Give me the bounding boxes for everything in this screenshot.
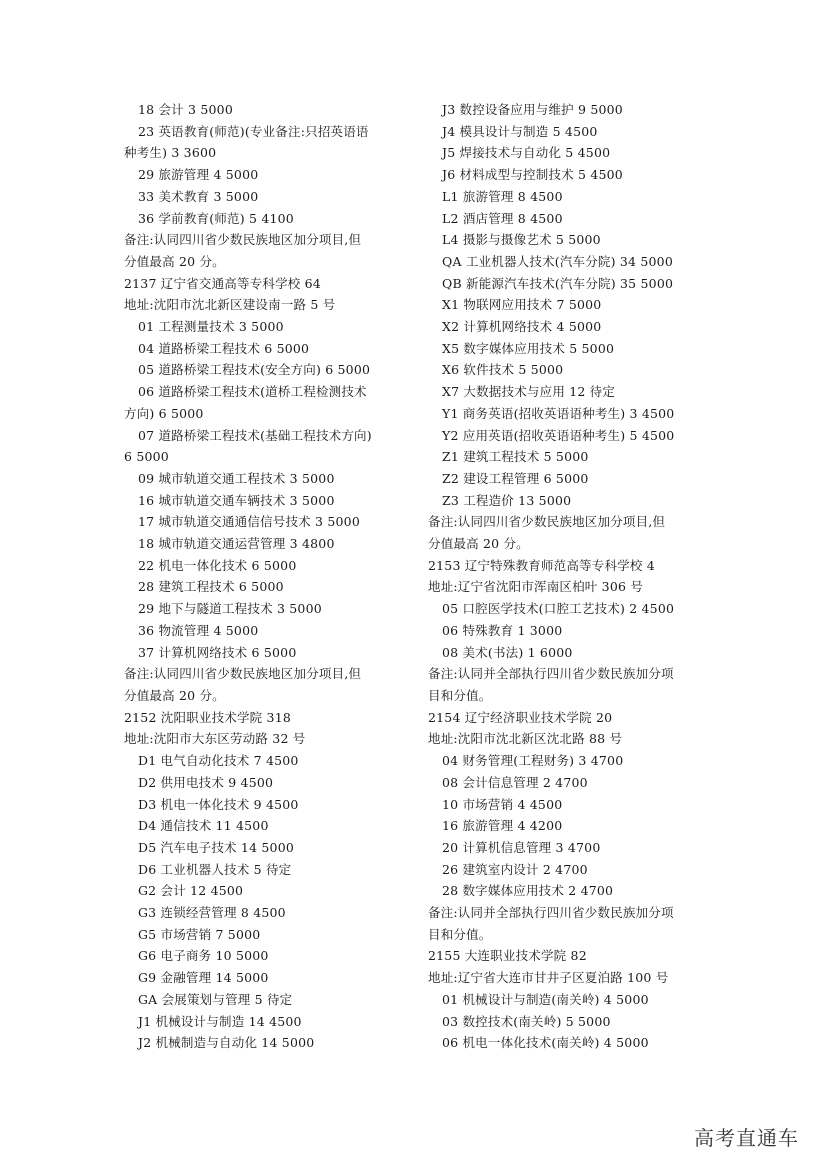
text-line: J6 材料成型与控制技术 5 4500 (442, 167, 623, 183)
text-line: 地址:沈阳市沈北新区沈北路 88 号 (428, 731, 623, 747)
text-line: 23 英语教育(师范)(专业备注:只招英语语 (138, 123, 369, 139)
text-line: 08 美术(书法) 1 6000 (442, 644, 573, 660)
text-line: 08 会计信息管理 2 4700 (442, 774, 588, 790)
text-line: D4 通信技术 11 4500 (138, 818, 269, 834)
watermark: 高考直通车 (694, 1126, 799, 1150)
text-line: 28 建筑工程技术 6 5000 (138, 579, 284, 595)
text-line: 07 道路桥梁工程技术(基础工程技术方向) (138, 427, 372, 443)
text-line: 36 物流管理 4 5000 (138, 622, 259, 638)
text-line: 目和分值。 (428, 926, 492, 942)
text-line: 备注:认同并全部执行四川省少数民族加分项 (428, 905, 674, 921)
text-line: 20 计算机信息管理 3 4700 (442, 839, 601, 855)
right-column (428, 99, 728, 1054)
text-line: L2 酒店管理 8 4500 (442, 210, 563, 226)
text-line: G2 会计 12 4500 (138, 883, 244, 899)
text-line: 22 机电一体化技术 6 5000 (138, 557, 297, 573)
text-line: 地址:沈阳市沈北新区建设南一路 5 号 (124, 297, 336, 313)
text-line: J3 数控设备应用与维护 9 5000 (442, 102, 623, 117)
text-line: 33 美术教育 3 5000 (138, 188, 259, 204)
text-line: 06 特殊教育 1 3000 (442, 622, 563, 638)
text-line: 04 财务管理(工程财务) 3 4700 (442, 753, 624, 769)
text-line: D2 供用电技术 9 4500 (138, 774, 274, 790)
text-line: 18 会计 3 5000 (138, 102, 233, 117)
text-line: J1 机械设计与制造 14 4500 (138, 1013, 302, 1029)
text-line: 备注:认同并全部执行四川省少数民族加分项 (428, 666, 674, 682)
text-line: 05 口腔医学技术(口腔工艺技术) 2 4500 (442, 601, 675, 617)
text-line: D5 汽车电子技术 14 5000 (138, 839, 295, 855)
text-line: G3 连锁经营管理 8 4500 (138, 905, 286, 921)
text-line: 备注:认同四川省少数民族地区加分项目,但 (124, 666, 362, 682)
text-line: 29 地下与隧道工程技术 3 5000 (138, 601, 322, 617)
text-line: 地址:沈阳市大东区劳动路 32 号 (124, 731, 306, 747)
text-line: X1 物联网应用技术 7 5000 (442, 297, 602, 313)
text-line: GA 会展策划与管理 5 待定 (138, 991, 293, 1007)
text-line: Y2 应用英语(招收英语语种考生) 5 4500 (442, 427, 675, 443)
text-line: 分值最高 20 分。 (124, 253, 225, 269)
text-line: 01 机械设计与制造(南关岭) 4 5000 (442, 991, 649, 1007)
text-line: 分值最高 20 分。 (428, 536, 529, 552)
text-line: X7 大数据技术与应用 12 待定 (442, 384, 616, 400)
text-line: D1 电气自动化技术 7 4500 (138, 753, 299, 769)
text-line: Z1 建筑工程技术 5 5000 (442, 449, 589, 465)
text-line: 地址:辽宁省大连市甘井子区夏泊路 100 号 (428, 970, 669, 986)
text-line: J5 焊接技术与自动化 5 4500 (442, 145, 611, 161)
text-line: 2137 辽宁省交通高等专科学校 64 (124, 275, 321, 291)
text-line: 09 城市轨道交通工程技术 3 5000 (138, 470, 335, 486)
text-line: 备注:认同四川省少数民族地区加分项目,但 (428, 514, 666, 530)
text-line: 29 旅游管理 4 5000 (138, 167, 259, 183)
text-line: 17 城市轨道交通通信信号技术 3 5000 (138, 514, 360, 530)
text-line: Z3 工程造价 13 5000 (442, 492, 572, 508)
text-line: G6 电子商务 10 5000 (138, 948, 269, 964)
text-line: 2152 沈阳职业技术学院 318 (124, 709, 292, 725)
text-line: 方向) 6 5000 (124, 405, 204, 421)
text-line: 目和分值。 (428, 687, 492, 703)
text-line: 18 城市轨道交通运营管理 3 4800 (138, 536, 335, 552)
text-line: 备注:认同四川省少数民族地区加分项目,但 (124, 232, 362, 248)
text-line: 06 机电一体化技术(南关岭) 4 5000 (442, 1035, 649, 1051)
text-line: X5 数字媒体应用技术 5 5000 (442, 340, 615, 356)
text-line: 04 道路桥梁工程技术 6 5000 (138, 340, 310, 356)
text-line: 2155 大连职业技术学院 82 (428, 948, 587, 964)
text-line: X6 软件技术 5 5000 (442, 362, 564, 378)
text-line: Y1 商务英语(招收英语语种考生) 3 4500 (442, 405, 675, 421)
text-line: QA 工业机器人技术(汽车分院) 34 5000 (442, 253, 673, 269)
text-line: G9 金融管理 14 5000 (138, 970, 269, 986)
text-line: 10 市场营销 4 4500 (442, 796, 563, 812)
text-line: 2153 辽宁特殊教育师范高等专科学校 4 (428, 557, 655, 573)
text-line: 36 学前教育(师范) 5 4100 (138, 210, 294, 226)
text-line: 分值最高 20 分。 (124, 687, 225, 703)
text-line: G5 市场营销 7 5000 (138, 926, 261, 942)
text-line: L4 摄影与摄像艺术 5 5000 (442, 232, 601, 248)
text-line: Z2 建设工程管理 6 5000 (442, 470, 589, 486)
text-line: L1 旅游管理 8 4500 (442, 188, 563, 204)
text-line: 05 道路桥梁工程技术(安全方向) 6 5000 (138, 362, 371, 378)
text-line: 03 数控技术(南关岭) 5 5000 (442, 1013, 611, 1029)
text-line: 01 工程测量技术 3 5000 (138, 319, 284, 335)
text-line: J4 模具设计与制造 5 4500 (442, 123, 598, 139)
text-line: 2154 辽宁经济职业技术学院 20 (428, 709, 613, 725)
text-line: J2 机械制造与自动化 14 5000 (138, 1035, 315, 1051)
text-line: 地址:辽宁省沈阳市浑南区柏叶 306 号 (428, 579, 644, 595)
text-line: D6 工业机器人技术 5 待定 (138, 861, 292, 877)
text-line: 16 城市轨道交通车辆技术 3 5000 (138, 492, 335, 508)
text-line: 种考生) 3 3600 (124, 145, 217, 161)
text-line: 16 旅游管理 4 4200 (442, 818, 563, 834)
text-line: 06 道路桥梁工程技术(道桥工程检测技术 (138, 384, 367, 400)
text-line: QB 新能源汽车技术(汽车分院) 35 5000 (442, 275, 674, 291)
left-column (124, 99, 424, 1054)
text-line: D3 机电一体化技术 9 4500 (138, 796, 299, 812)
text-line: 28 数字媒体应用技术 2 4700 (442, 883, 614, 899)
text-line: 6 5000 (124, 449, 169, 465)
text-line: 37 计算机网络技术 6 5000 (138, 644, 297, 660)
text-line: X2 计算机网络技术 4 5000 (442, 319, 602, 335)
text-line: 26 建筑室内设计 2 4700 (442, 861, 588, 877)
